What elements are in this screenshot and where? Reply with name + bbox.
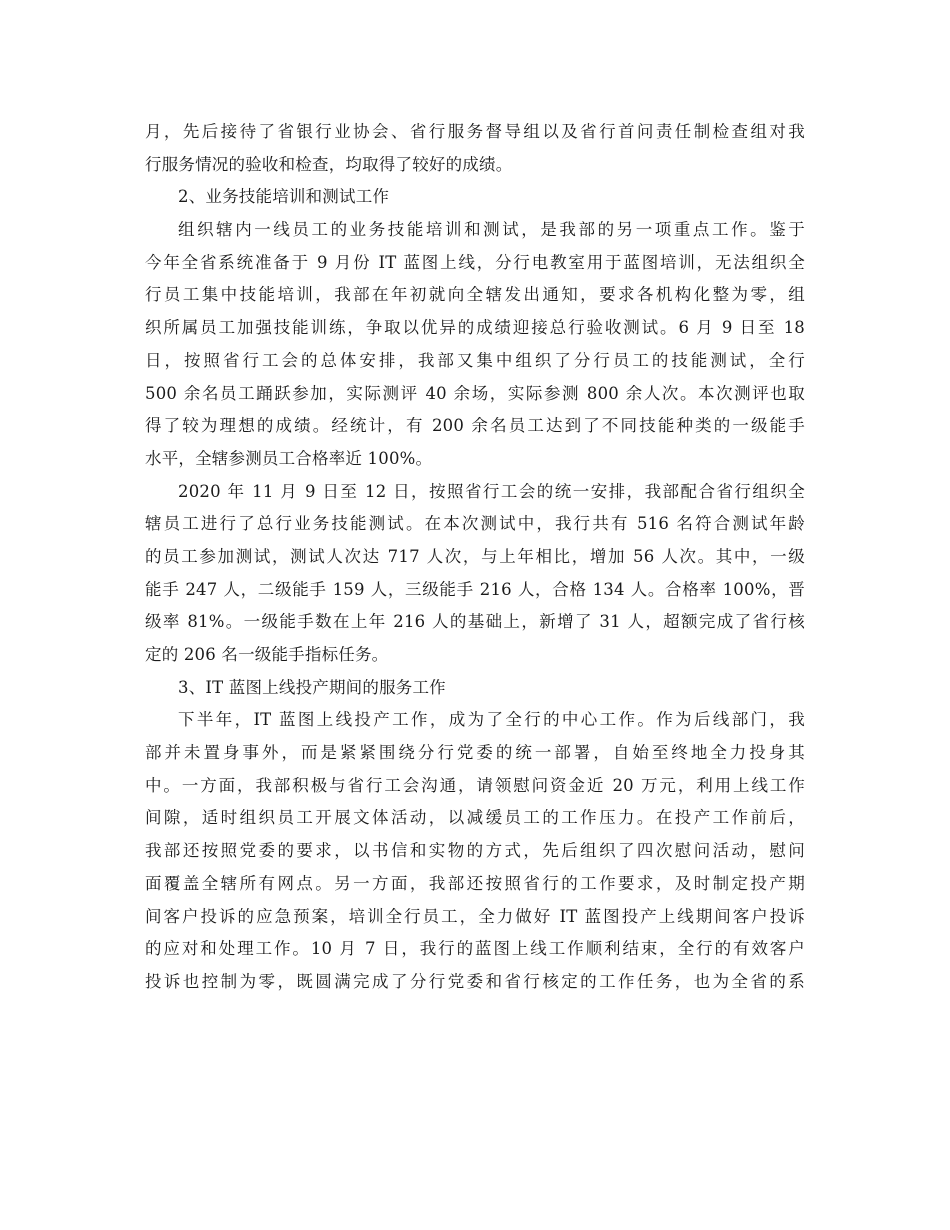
paragraph-line: 月，先后接待了省银行业协会、省行服务督导组以及省行首问责任制检查组对我	[145, 122, 805, 141]
paragraph-line: 下半年，IT 蓝图上线投产工作，成为了全行的中心工作。作为后线部门，我	[178, 710, 805, 730]
paragraph-line: 定的 206 名一级能手指标任务。	[145, 645, 389, 664]
paragraph-line: 行服务情况的验收和检查，均取得了较好的成绩。	[145, 154, 513, 174]
paragraph-line: 我部还按照党委的要求，以书信和实物的方式，先后组织了四次慰问活动，慰问	[145, 841, 805, 861]
paragraph-line: 的应对和处理工作。10 月 7 日，我行的蓝图上线工作顺利结束，全行的有效客户	[145, 939, 805, 959]
document-body	[145, 116, 805, 999]
paragraph-line: 面覆盖全辖所有网点。另一方面，我部还按照省行的工作要求，及时制定投产期	[145, 873, 805, 893]
paragraph-line: 辖员工进行了总行业务技能测试。在本次测试中，我行共有 516 名符合测试年龄	[145, 514, 805, 534]
paragraph-line: 能手 247 人，二级能手 159 人，三级能手 216 人，合格 134 人。合格率 100%，晋	[145, 579, 805, 599]
paragraph-line: 得了较为理想的成绩。经统计，有 200 余名员工达到了不同技能种类的一级能手	[145, 416, 805, 436]
paragraph-line: 今年全省系统准备于 9 月份 IT 蓝图上线，分行电教室用于蓝图培训，无法组织全	[145, 252, 805, 272]
paragraph-line: 间客户投诉的应急预案，培训全行员工，全力做好 IT 蓝图投产上线期间客户投诉	[145, 906, 805, 926]
paragraph-line: 500 余名员工踊跃参加，实际测评 40 余场，实际参测 800 余人次。本次测评也取	[145, 383, 805, 403]
paragraph-line: 间隙，适时组织员工开展文体活动，以减缓员工的工作压力。在投产工作前后，	[145, 808, 805, 828]
section-heading: 2、业务技能培训和测试工作	[178, 187, 390, 207]
paragraph-line: 行员工集中技能培训，我部在年初就向全辖发出通知，要求各机构化整为零，组	[145, 285, 805, 305]
paragraph-line: 投诉也控制为零，既圆满完成了分行党委和省行核定的工作任务，也为全省的系	[145, 971, 805, 991]
paragraph-line: 2020 年 11 月 9 日至 12 日，按照省行工会的统一安排，我部配合省行组织全	[178, 481, 805, 501]
paragraph-line: 部并未置身事外，而是紧紧围绕分行党委的统一部署，自始至终地全力投身其	[145, 743, 805, 763]
paragraph-line: 水平，全辖参测员工合格率近 100%。	[145, 448, 433, 468]
section-heading: 3、IT 蓝图上线投产期间的服务工作	[178, 677, 446, 697]
paragraph-line: 日，按照省行工会的总体安排，我部又集中组织了分行员工的技能测试，全行	[145, 350, 805, 370]
paragraph-line: 级率 81%。一级能手数在上年 216 人的基础上，新增了 31 人，超额完成了省行核	[145, 612, 805, 632]
paragraph-line: 的员工参加测试，测试人次达 717 人次，与上年相比，增加 56 人次。其中，一级	[145, 546, 805, 566]
paragraph-line: 组织辖内一线员工的业务技能培训和测试，是我部的另一项重点工作。鉴于	[178, 220, 805, 240]
paragraph-line: 中。一方面，我部积极与省行工会沟通，请领慰问资金近 20 万元，利用上线工作	[145, 775, 805, 795]
paragraph-line: 织所属员工加强技能训练，争取以优异的成绩迎接总行验收测试。6 月 9 日至 18	[145, 318, 805, 338]
